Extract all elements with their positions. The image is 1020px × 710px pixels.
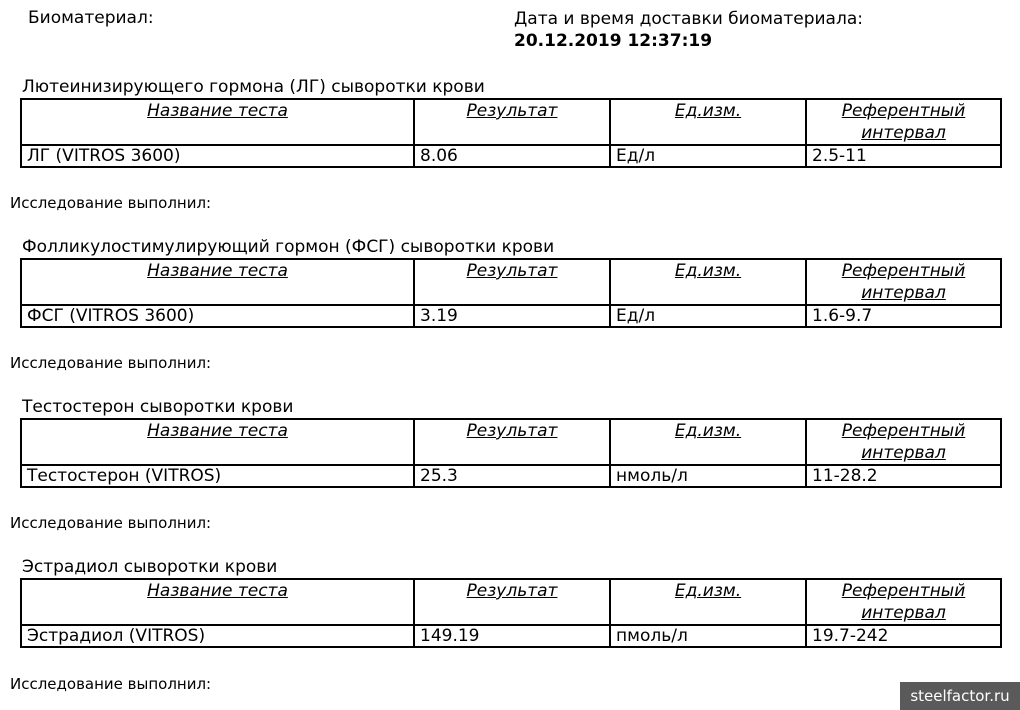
performed-by-label: Исследование выполнил: [10, 675, 212, 693]
header-reference: Референтный интервал [806, 419, 1001, 465]
table-header-row [21, 99, 1001, 145]
cell-unit: Ед/л [610, 305, 806, 327]
table-row [21, 145, 1001, 167]
header-reference: Референтный интервал [806, 259, 1001, 305]
header-reference: Референтный интервал [806, 579, 1001, 625]
cell-result: 25.3 [414, 465, 610, 487]
report-header [28, 8, 1000, 54]
cell-reference: 11-28.2 [806, 465, 1001, 487]
delivery-label: Дата и время доставки биоматериала: [514, 9, 863, 29]
results-table [20, 578, 1002, 648]
section-title: Лютеинизирующего гормона (ЛГ) сыворотки крови [22, 77, 485, 97]
biomaterial-label: Биоматериал: [28, 8, 154, 28]
test-section-estradiol [20, 558, 1000, 648]
section-title: Тестостерон сыворотки крови [22, 397, 294, 417]
cell-reference: 2.5-11 [806, 145, 1001, 167]
cell-test-name: Тестостерон (VITROS) [21, 465, 414, 487]
header-test-name: Название теста [21, 419, 414, 465]
table-row [21, 465, 1001, 487]
test-section-testosterone [20, 398, 1000, 488]
table-header-row [21, 579, 1001, 625]
header-test-name: Название теста [21, 99, 414, 145]
section-title: Фолликулостимулирующий гормон (ФСГ) сыворотки крови [22, 237, 555, 257]
performed-by-label: Исследование выполнил: [10, 354, 212, 372]
results-table [20, 258, 1002, 328]
performed-by-label: Исследование выполнил: [10, 514, 212, 532]
performed-by-label: Исследование выполнил: [10, 194, 212, 212]
cell-result: 149.19 [414, 625, 610, 647]
header-result: Результат [414, 99, 610, 145]
header-unit: Ед.изм. [610, 99, 806, 145]
table-row [21, 625, 1001, 647]
cell-unit: пмоль/л [610, 625, 806, 647]
results-table [20, 418, 1002, 488]
table-header-row [21, 419, 1001, 465]
header-reference: Референтный интервал [806, 99, 1001, 145]
cell-reference: 1.6-9.7 [806, 305, 1001, 327]
cell-test-name: ЛГ (VITROS 3600) [21, 145, 414, 167]
site-watermark: steelfactor.ru [900, 682, 1020, 710]
cell-unit: нмоль/л [610, 465, 806, 487]
cell-result: 3.19 [414, 305, 610, 327]
cell-test-name: Эстрадиол (VITROS) [21, 625, 414, 647]
header-unit: Ед.изм. [610, 419, 806, 465]
header-result: Результат [414, 579, 610, 625]
test-section-fsh [20, 238, 1000, 328]
table-row [21, 305, 1001, 327]
delivery-info [514, 8, 863, 52]
delivery-datetime: 20.12.2019 12:37:19 [514, 31, 713, 51]
cell-unit: Ед/л [610, 145, 806, 167]
header-result: Результат [414, 419, 610, 465]
test-section-lh [20, 78, 1000, 168]
cell-reference: 19.7-242 [806, 625, 1001, 647]
header-test-name: Название теста [21, 579, 414, 625]
section-title: Эстрадиол сыворотки крови [22, 557, 278, 577]
cell-result: 8.06 [414, 145, 610, 167]
cell-test-name: ФСГ (VITROS 3600) [21, 305, 414, 327]
header-result: Результат [414, 259, 610, 305]
table-header-row [21, 259, 1001, 305]
header-unit: Ед.изм. [610, 259, 806, 305]
header-test-name: Название теста [21, 259, 414, 305]
header-unit: Ед.изм. [610, 579, 806, 625]
results-table [20, 98, 1002, 168]
